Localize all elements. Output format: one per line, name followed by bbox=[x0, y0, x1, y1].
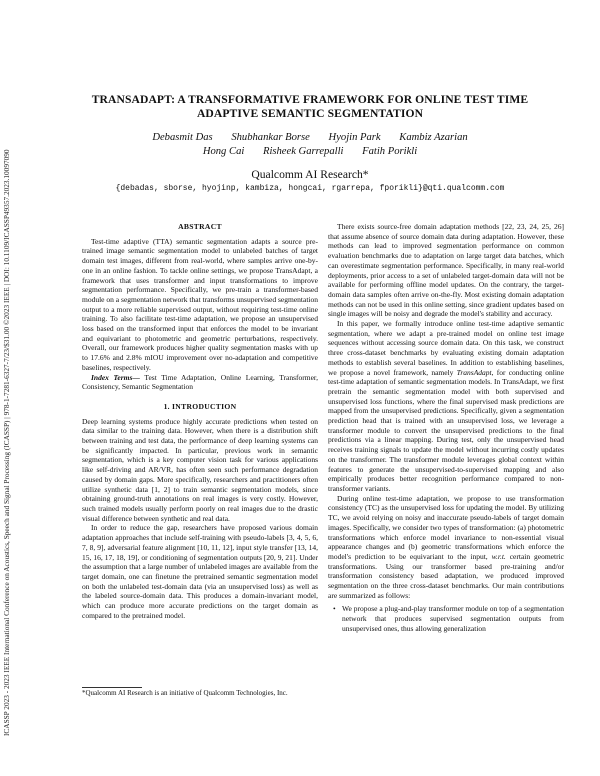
footnote-rule bbox=[82, 687, 142, 688]
wrt-abbrev: w.r.t. bbox=[491, 551, 506, 561]
index-terms-text: Test Time Adaptation, Online Learning, Transformer, Consistency, Semantic Segmentation bbox=[82, 372, 319, 392]
side-citation bbox=[0, 36, 14, 736]
author: Kambiz Azarian bbox=[399, 132, 468, 143]
framework-name: TransAdapt bbox=[456, 367, 492, 377]
author: Hyojin Park bbox=[328, 132, 381, 143]
right-paragraph-3-part-b: certain geometric transformations. Using our transformer based pre-training and/or transformation consistency based adaptation, we produced improved segmentation on the three cross-dataset benchmarks. Our main contributions are summarized as follows: bbox=[328, 551, 564, 600]
title-line-1: TRANSADAPT: A TRANSFORMATIVE FRAMEWORK FOR ONLINE TEST TIME bbox=[91, 93, 529, 106]
author: Debasmit Das bbox=[152, 132, 213, 143]
intro-paragraph-2: In order to reduce the gap, researchers have proposed various domain adaptation approaches that include self-training with pseudo-labels [3, 4, 5, 6, 7, 8, 9], adversarial feature alignment [10, 11, 12], input style transfer [13, 14, 15, 16, 17, 18, 19], or conditioning of segmentation outputs [20, 9, 21]. Under the assumption that a large number of unlabeled images are available from the target domain, one can finetune the pretrained semantic segmentation model on both the unlabeled test-domain data (via an unsupervised loss) as well as the labeled source-domain data. This produces a domain-invariant model, which can produce more accurate predictions on the target domain as compared to the pretrained model. bbox=[82, 523, 318, 620]
abstract-text: Test-time adaptive (TTA) semantic segmentation adapts a source pre-trained image semantic segmentation model to unlabeled batches of target domain test images, different from real-world, where samples arrive one-by-one in an online fashion. To tackle online settings, we propose TransAdapt, a framework that uses transformer and input transformations to improve segmentation performance. Specifically, we pre-train a transformer-based module on a segmentation network that transforms unsupervised segmentation output to a more reliable supervised output, without requiring test-time online training. To also facilitate test-time adaptation, we propose an unsupervised loss based on the transformed input that enforces the model to be invariant and equivariant to photometric and geometric perturbations, respectively. Overall, our framework produces higher quality segmentation masks with up to 17.6% and 2.8% mIOU improvement over no-adaptation and competitive baselines, respectively. bbox=[82, 236, 318, 372]
author-row-2 bbox=[60, 145, 560, 159]
affiliation: Qualcomm AI Research* bbox=[251, 168, 369, 181]
footnote: *Qualcomm AI Research is an initiative of Qualcomm Technologies, Inc. bbox=[82, 689, 288, 697]
abstract-heading: ABSTRACT bbox=[178, 222, 222, 231]
contribution-list bbox=[328, 604, 564, 633]
left-column bbox=[82, 222, 318, 620]
side-citation-text: ICASSP 2023 - 2023 IEEE International Conference on Acoustics, Speech and Signal Processing (ICASSP) | 978-1-7281-6327-7/23/$31.00 ©2023 IEEE | DOI: 10.1109/ICASSP49357.2023.10097090 bbox=[2, 149, 11, 736]
author-emails: {debadas, sborse, hyojinp, kambiza, hongcai, rgarrepa, fporikli}@qti.qualcomm.com bbox=[115, 184, 505, 193]
author-list bbox=[60, 131, 560, 159]
author: Fatih Porikli bbox=[362, 146, 418, 157]
index-terms bbox=[82, 373, 318, 392]
intro-paragraph-1: Deep learning systems produce highly accurate predictions when tested on data similar to the training data. However, when there is a distribution shift between training and test data, the performance of deep learning systems can be significantly impacted. In particular, previous work in semantic segmentation, which is a key computer vision task for various applications like self-driving and AR/VR, has often seen such performance degradation caused by domain gaps. More specifically, researchers and practitioners often utilize synthetic data [1, 2] to train semantic segmentation models, since obtaining ground-truth annotations on real images is very costly. However, such trained models usually perform poorly on real images due to the drastic visual difference between synthetic and real data. bbox=[82, 416, 318, 523]
right-paragraph-3 bbox=[328, 494, 564, 601]
list-item: • We propose a plug-and-play transformer module on top of a segmentation network that produces supervised segmentation outputs from unsupervised ones, thus allowing generalization bbox=[342, 604, 564, 633]
author: Hong Cai bbox=[202, 146, 245, 157]
right-paragraph-2-part-b: , for conducting online test-time adaptation of semantic segmentation models. In TransAdapt, we first pretrain the semantic segmentation model with both supervised and unsupervised loss functions, where the final supervised mask predictions are mapped from the unsupervised predictions. Specifically, given a segmentation prediction head that is trained with an unsupervised loss, we leverage a transformer module to convert the unsupervised predictions to the final predictions via a linear mapping. During test, only the unsupervised head receives training signals to update the model without incurring costly updates on the transformer. The transformer module leverages global context within features to generate the unsupervised-to-supervised mapping and also empirically produces better recognition performance compared to non-transformer variants. bbox=[328, 367, 564, 493]
right-paragraph-2-part-a: In this paper, we formally introduce online test-time adaptive semantic segmentation, where we adapt a pre-trained model on online test image sequences without accessing source domain data. On this task, we construct three cross-dataset benchmarks by evaluating existing domain adaptation methods to establish several baselines. In addition to establishing baselines, we propose a novel framework, namely bbox=[328, 319, 564, 377]
intro-heading: 1. INTRODUCTION bbox=[163, 401, 237, 411]
right-paragraph-2 bbox=[328, 319, 564, 494]
right-paragraph-3-part-a: During online test-time adaptation, we propose to use transformation consistency (TC) as the unsupervised loss for updating the model. By utilizing TC, we avoid relying on noisy and inaccurate pseudo-labels of target domain images. Specifically, we consider two types of transformation: (a) photometric transformations which enforce model invariance to non-essential visual appearance changes and (b) geometric transformations which enforce the model's prediction to be equivariant to the input, bbox=[328, 493, 564, 561]
author: Risheek Garrepalli bbox=[262, 146, 344, 157]
paper-title bbox=[60, 93, 560, 121]
title-line-2: ADAPTIVE SEMANTIC SEGMENTATION bbox=[196, 107, 424, 120]
author-row-1 bbox=[60, 131, 560, 145]
right-paragraph-1: There exists source-free domain adaptation methods [22, 23, 24, 25, 26] that assume absence of source domain data during adaptation. However, these methods can lead to improved segmentation performance on common evaluation benchmarks due to adaptation on large target data batches, which can overestimate segmentation performance. Specifically, in many real-world deployments, prior access to a set of unlabeled target-domain data will not be available for performing offline model updates. On the contrary, the target-domain data samples often arrive on-the-fly. Most existing domain adaptation methods can not be used in this online setting, since gradient updates based on single images will be noisy and degrade the model's stability and accuracy. bbox=[328, 222, 564, 319]
right-column bbox=[328, 222, 564, 634]
index-terms-label: Index Terms— bbox=[91, 372, 140, 382]
author: Shubhankar Borse bbox=[231, 132, 310, 143]
